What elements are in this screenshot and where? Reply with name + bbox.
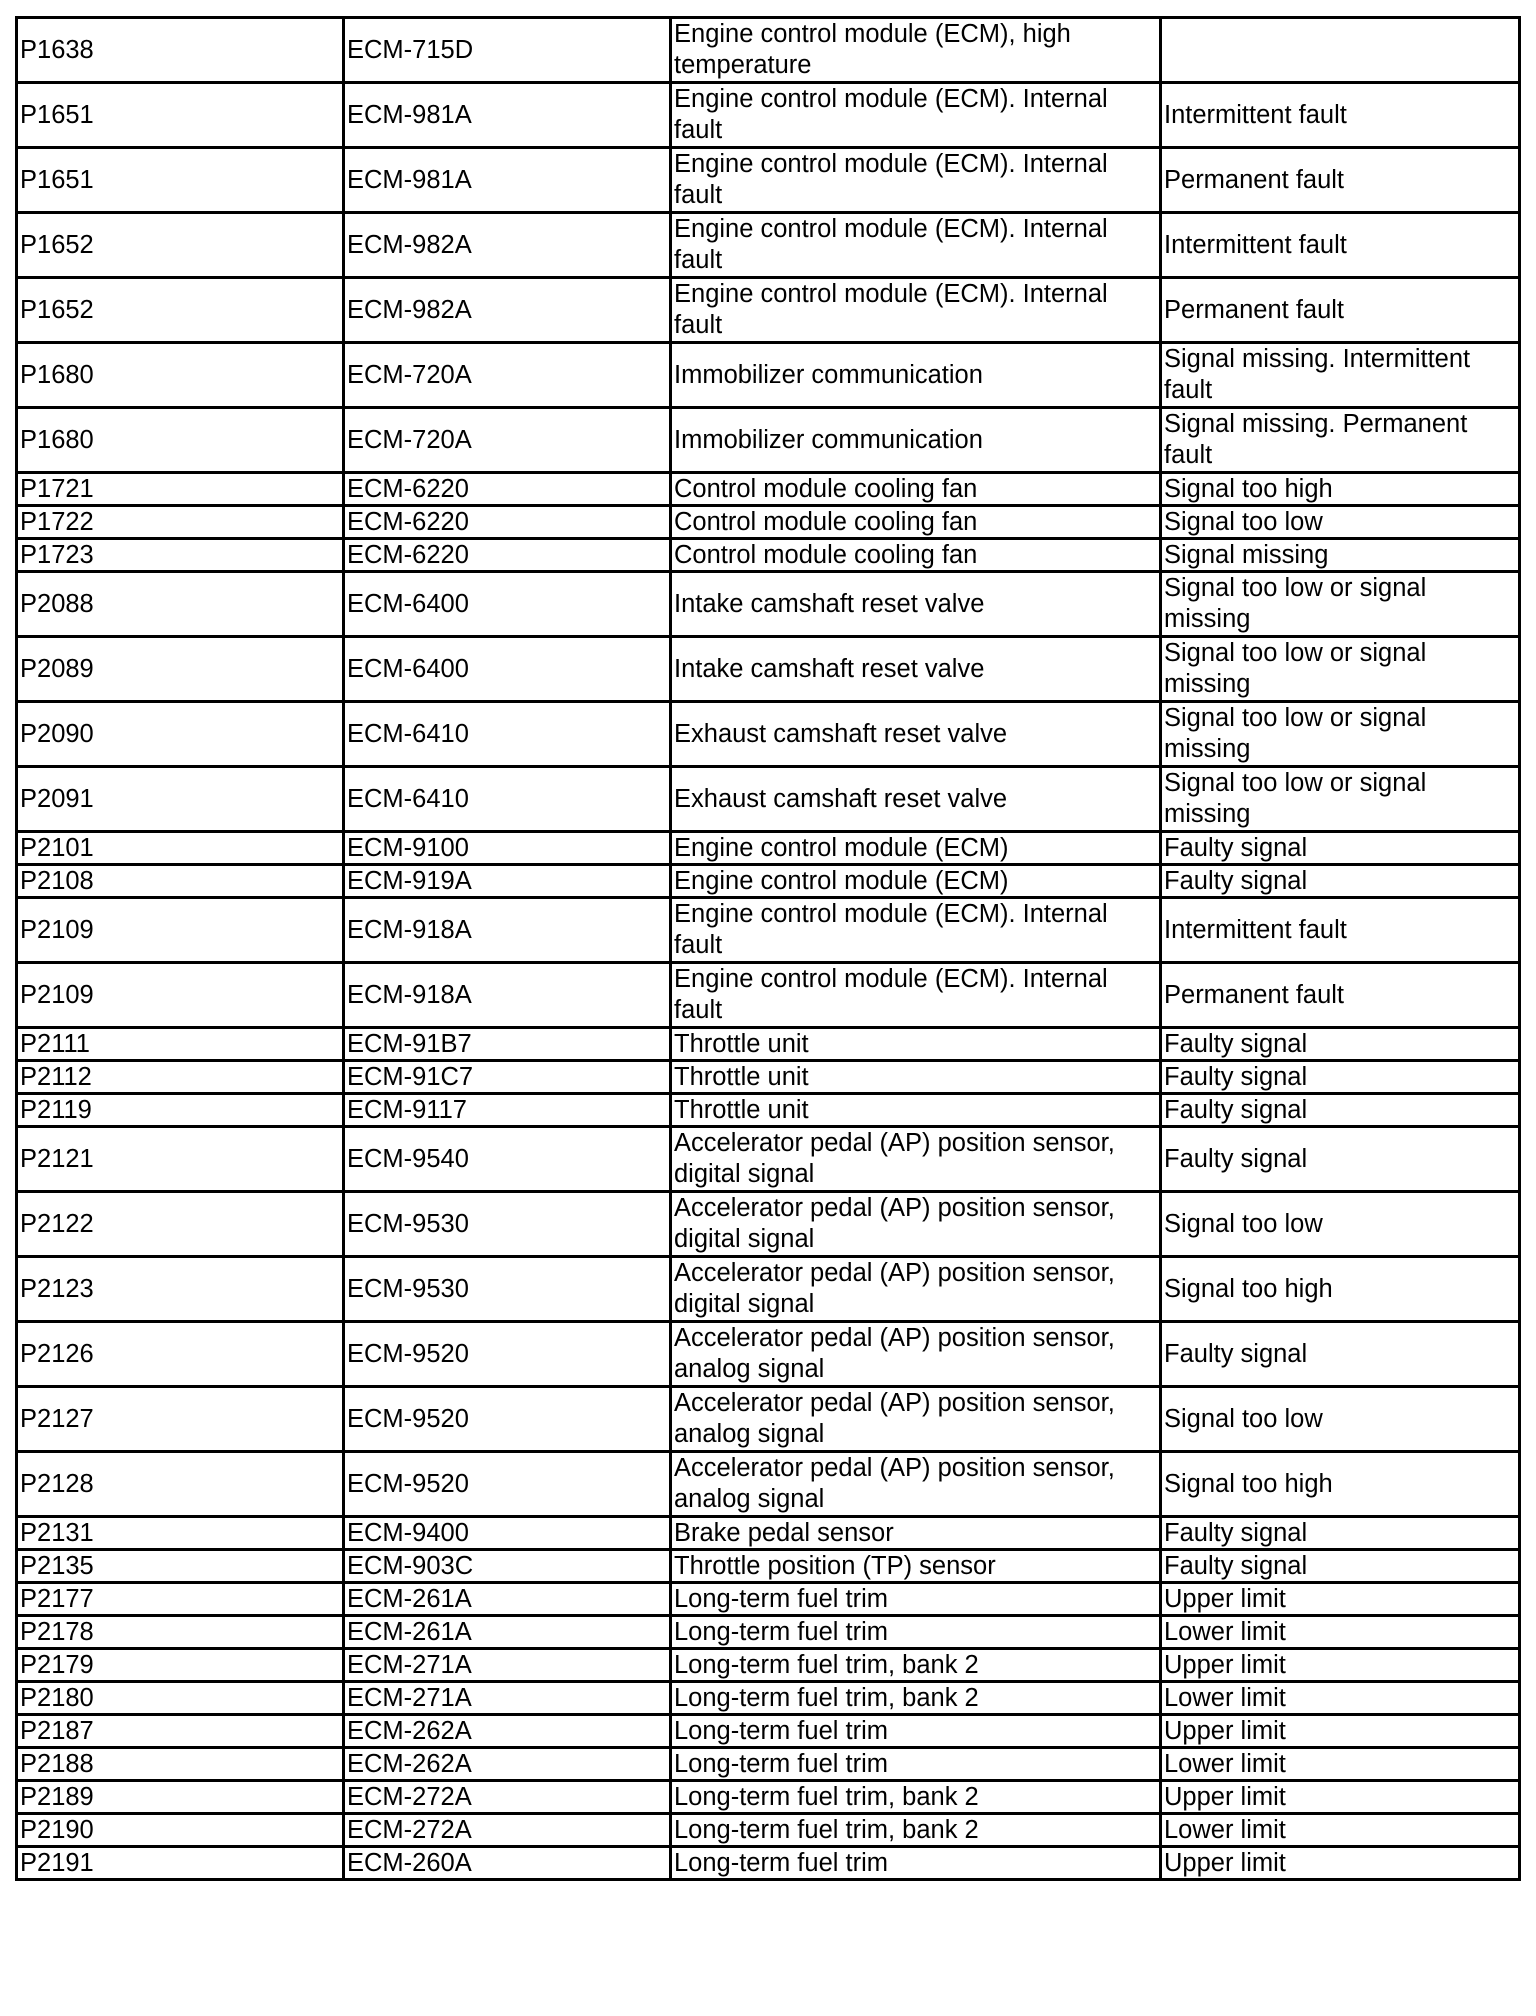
fault-type-cell: Faulty signal [1161,1094,1520,1127]
table-row [17,1094,1520,1127]
dtc-code-cell: P2119 [17,1094,344,1127]
dtc-code-cell: P1680 [17,408,344,473]
ecm-code-cell: ECM-918A [344,963,671,1028]
ecm-code-cell: ECM-903C [344,1550,671,1583]
table-row [17,1192,1520,1257]
fault-type-cell: Signal missing. Permanent fault [1161,408,1520,473]
table-row [17,408,1520,473]
dtc-code-cell: P2128 [17,1452,344,1517]
fault-type-cell: Intermittent fault [1161,898,1520,963]
component-cell: Engine control module (ECM), high temperature [671,18,1161,83]
table-row [17,1257,1520,1322]
table-row [17,278,1520,343]
fault-type-cell: Faulty signal [1161,1028,1520,1061]
component-cell: Accelerator pedal (AP) position sensor, digital signal [671,1257,1161,1322]
table-row [17,1847,1520,1880]
dtc-code-cell: P1721 [17,473,344,506]
ecm-code-cell: ECM-981A [344,83,671,148]
dtc-table-body [17,18,1520,1880]
fault-type-cell: Signal too high [1161,1257,1520,1322]
dtc-code-cell: P2178 [17,1616,344,1649]
ecm-code-cell: ECM-91B7 [344,1028,671,1061]
component-cell: Long-term fuel trim, bank 2 [671,1649,1161,1682]
component-cell: Throttle position (TP) sensor [671,1550,1161,1583]
dtc-code-cell: P2188 [17,1748,344,1781]
ecm-code-cell: ECM-918A [344,898,671,963]
fault-type-cell: Faulty signal [1161,1550,1520,1583]
ecm-code-cell: ECM-9530 [344,1257,671,1322]
dtc-code-cell: P2190 [17,1814,344,1847]
table-row [17,506,1520,539]
fault-type-cell: Upper limit [1161,1649,1520,1682]
fault-type-cell [1161,18,1520,83]
component-cell: Engine control module (ECM) [671,865,1161,898]
dtc-code-cell: P2177 [17,1583,344,1616]
ecm-code-cell: ECM-260A [344,1847,671,1880]
component-cell: Engine control module (ECM). Internal fault [671,278,1161,343]
component-cell: Accelerator pedal (AP) position sensor, analog signal [671,1387,1161,1452]
ecm-code-cell: ECM-9540 [344,1127,671,1192]
fault-type-cell: Intermittent fault [1161,83,1520,148]
fault-type-cell: Permanent fault [1161,963,1520,1028]
component-cell: Long-term fuel trim [671,1616,1161,1649]
table-row [17,1583,1520,1616]
fault-type-cell: Signal too high [1161,473,1520,506]
component-cell: Intake camshaft reset valve [671,637,1161,702]
dtc-code-cell: P2189 [17,1781,344,1814]
table-row [17,898,1520,963]
fault-type-cell: Permanent fault [1161,148,1520,213]
component-cell: Long-term fuel trim [671,1847,1161,1880]
component-cell: Accelerator pedal (AP) position sensor, digital signal [671,1127,1161,1192]
dtc-code-cell: P2109 [17,963,344,1028]
ecm-code-cell: ECM-715D [344,18,671,83]
component-cell: Accelerator pedal (AP) position sensor, analog signal [671,1452,1161,1517]
fault-type-cell: Upper limit [1161,1583,1520,1616]
table-row [17,637,1520,702]
dtc-code-cell: P1651 [17,148,344,213]
component-cell: Control module cooling fan [671,473,1161,506]
table-row [17,1715,1520,1748]
dtc-code-cell: P2101 [17,832,344,865]
component-cell: Immobilizer communication [671,408,1161,473]
ecm-code-cell: ECM-91C7 [344,1061,671,1094]
table-row [17,1748,1520,1781]
table-row [17,572,1520,637]
table-row [17,1322,1520,1387]
ecm-code-cell: ECM-982A [344,278,671,343]
dtc-code-cell: P2191 [17,1847,344,1880]
dtc-code-cell: P1652 [17,278,344,343]
ecm-code-cell: ECM-6410 [344,702,671,767]
dtc-code-cell: P1652 [17,213,344,278]
fault-type-cell: Signal missing [1161,539,1520,572]
ecm-code-cell: ECM-271A [344,1682,671,1715]
fault-type-cell: Lower limit [1161,1616,1520,1649]
fault-type-cell: Permanent fault [1161,278,1520,343]
component-cell: Long-term fuel trim [671,1583,1161,1616]
fault-type-cell: Upper limit [1161,1715,1520,1748]
fault-type-cell: Faulty signal [1161,1517,1520,1550]
ecm-code-cell: ECM-262A [344,1748,671,1781]
ecm-code-cell: ECM-6220 [344,506,671,539]
ecm-code-cell: ECM-9100 [344,832,671,865]
ecm-code-cell: ECM-271A [344,1649,671,1682]
component-cell: Long-term fuel trim [671,1715,1161,1748]
fault-type-cell: Signal too low or signal missing [1161,767,1520,832]
dtc-code-cell: P2088 [17,572,344,637]
component-cell: Engine control module (ECM). Internal fault [671,83,1161,148]
ecm-code-cell: ECM-9117 [344,1094,671,1127]
ecm-code-cell: ECM-982A [344,213,671,278]
component-cell: Long-term fuel trim, bank 2 [671,1682,1161,1715]
fault-type-cell: Signal too low [1161,1387,1520,1452]
ecm-code-cell: ECM-261A [344,1583,671,1616]
table-row [17,1814,1520,1847]
ecm-code-cell: ECM-262A [344,1715,671,1748]
component-cell: Engine control module (ECM) [671,832,1161,865]
component-cell: Accelerator pedal (AP) position sensor, analog signal [671,1322,1161,1387]
fault-type-cell: Faulty signal [1161,832,1520,865]
dtc-code-cell: P2127 [17,1387,344,1452]
ecm-code-cell: ECM-6220 [344,539,671,572]
component-cell: Control module cooling fan [671,506,1161,539]
table-row [17,1517,1520,1550]
fault-type-cell: Signal missing. Intermittent fault [1161,343,1520,408]
table-row [17,1682,1520,1715]
dtc-code-cell: P2121 [17,1127,344,1192]
dtc-code-cell: P1651 [17,83,344,148]
dtc-code-cell: P2179 [17,1649,344,1682]
ecm-code-cell: ECM-6400 [344,572,671,637]
dtc-code-cell: P1722 [17,506,344,539]
ecm-code-cell: ECM-9520 [344,1322,671,1387]
fault-type-cell: Signal too low or signal missing [1161,637,1520,702]
fault-type-cell: Signal too high [1161,1452,1520,1517]
table-row [17,1028,1520,1061]
dtc-code-cell: P2135 [17,1550,344,1583]
table-row [17,1061,1520,1094]
fault-type-cell: Signal too low or signal missing [1161,702,1520,767]
ecm-code-cell: ECM-720A [344,343,671,408]
table-row [17,148,1520,213]
fault-type-cell: Faulty signal [1161,865,1520,898]
fault-type-cell: Signal too low [1161,506,1520,539]
dtc-code-cell: P1638 [17,18,344,83]
component-cell: Engine control module (ECM). Internal fault [671,963,1161,1028]
fault-type-cell: Intermittent fault [1161,213,1520,278]
table-row [17,1127,1520,1192]
component-cell: Long-term fuel trim [671,1748,1161,1781]
table-row [17,473,1520,506]
dtc-code-cell: P2180 [17,1682,344,1715]
table-row [17,213,1520,278]
table-row [17,767,1520,832]
component-cell: Brake pedal sensor [671,1517,1161,1550]
table-row [17,1649,1520,1682]
fault-type-cell: Signal too low or signal missing [1161,572,1520,637]
table-row [17,702,1520,767]
ecm-code-cell: ECM-272A [344,1781,671,1814]
ecm-code-cell: ECM-9520 [344,1387,671,1452]
ecm-code-cell: ECM-6400 [344,637,671,702]
dtc-code-cell: P1680 [17,343,344,408]
fault-type-cell: Upper limit [1161,1847,1520,1880]
component-cell: Control module cooling fan [671,539,1161,572]
table-row [17,963,1520,1028]
dtc-code-cell: P2089 [17,637,344,702]
ecm-code-cell: ECM-720A [344,408,671,473]
dtc-code-cell: P2123 [17,1257,344,1322]
dtc-code-cell: P2090 [17,702,344,767]
fault-type-cell: Lower limit [1161,1748,1520,1781]
table-row [17,1616,1520,1649]
table-row [17,539,1520,572]
dtc-code-cell: P2108 [17,865,344,898]
component-cell: Engine control module (ECM). Internal fault [671,213,1161,278]
component-cell: Throttle unit [671,1061,1161,1094]
component-cell: Intake camshaft reset valve [671,572,1161,637]
dtc-code-cell: P2111 [17,1028,344,1061]
component-cell: Throttle unit [671,1028,1161,1061]
dtc-code-cell: P2126 [17,1322,344,1387]
ecm-code-cell: ECM-9400 [344,1517,671,1550]
ecm-code-cell: ECM-981A [344,148,671,213]
ecm-code-cell: ECM-261A [344,1616,671,1649]
dtc-code-cell: P2109 [17,898,344,963]
table-row [17,343,1520,408]
component-cell: Accelerator pedal (AP) position sensor, digital signal [671,1192,1161,1257]
ecm-code-cell: ECM-919A [344,865,671,898]
table-row [17,18,1520,83]
dtc-code-cell: P2131 [17,1517,344,1550]
dtc-code-cell: P2091 [17,767,344,832]
dtc-code-cell: P2122 [17,1192,344,1257]
component-cell: Exhaust camshaft reset valve [671,702,1161,767]
fault-type-cell: Faulty signal [1161,1127,1520,1192]
table-row [17,832,1520,865]
table-row [17,1452,1520,1517]
dtc-table [15,16,1521,1881]
ecm-code-cell: ECM-6410 [344,767,671,832]
fault-type-cell: Lower limit [1161,1682,1520,1715]
component-cell: Immobilizer communication [671,343,1161,408]
component-cell: Engine control module (ECM). Internal fault [671,898,1161,963]
table-row [17,1387,1520,1452]
table-row [17,83,1520,148]
dtc-code-cell: P2112 [17,1061,344,1094]
fault-type-cell: Faulty signal [1161,1322,1520,1387]
table-row [17,1781,1520,1814]
ecm-code-cell: ECM-6220 [344,473,671,506]
component-cell: Engine control module (ECM). Internal fault [671,148,1161,213]
fault-type-cell: Upper limit [1161,1781,1520,1814]
fault-type-cell: Lower limit [1161,1814,1520,1847]
ecm-code-cell: ECM-9520 [344,1452,671,1517]
component-cell: Throttle unit [671,1094,1161,1127]
dtc-code-cell: P2187 [17,1715,344,1748]
ecm-code-cell: ECM-272A [344,1814,671,1847]
ecm-code-cell: ECM-9530 [344,1192,671,1257]
fault-type-cell: Faulty signal [1161,1061,1520,1094]
component-cell: Exhaust camshaft reset valve [671,767,1161,832]
table-row [17,865,1520,898]
table-row [17,1550,1520,1583]
component-cell: Long-term fuel trim, bank 2 [671,1814,1161,1847]
dtc-code-cell: P1723 [17,539,344,572]
fault-type-cell: Signal too low [1161,1192,1520,1257]
component-cell: Long-term fuel trim, bank 2 [671,1781,1161,1814]
